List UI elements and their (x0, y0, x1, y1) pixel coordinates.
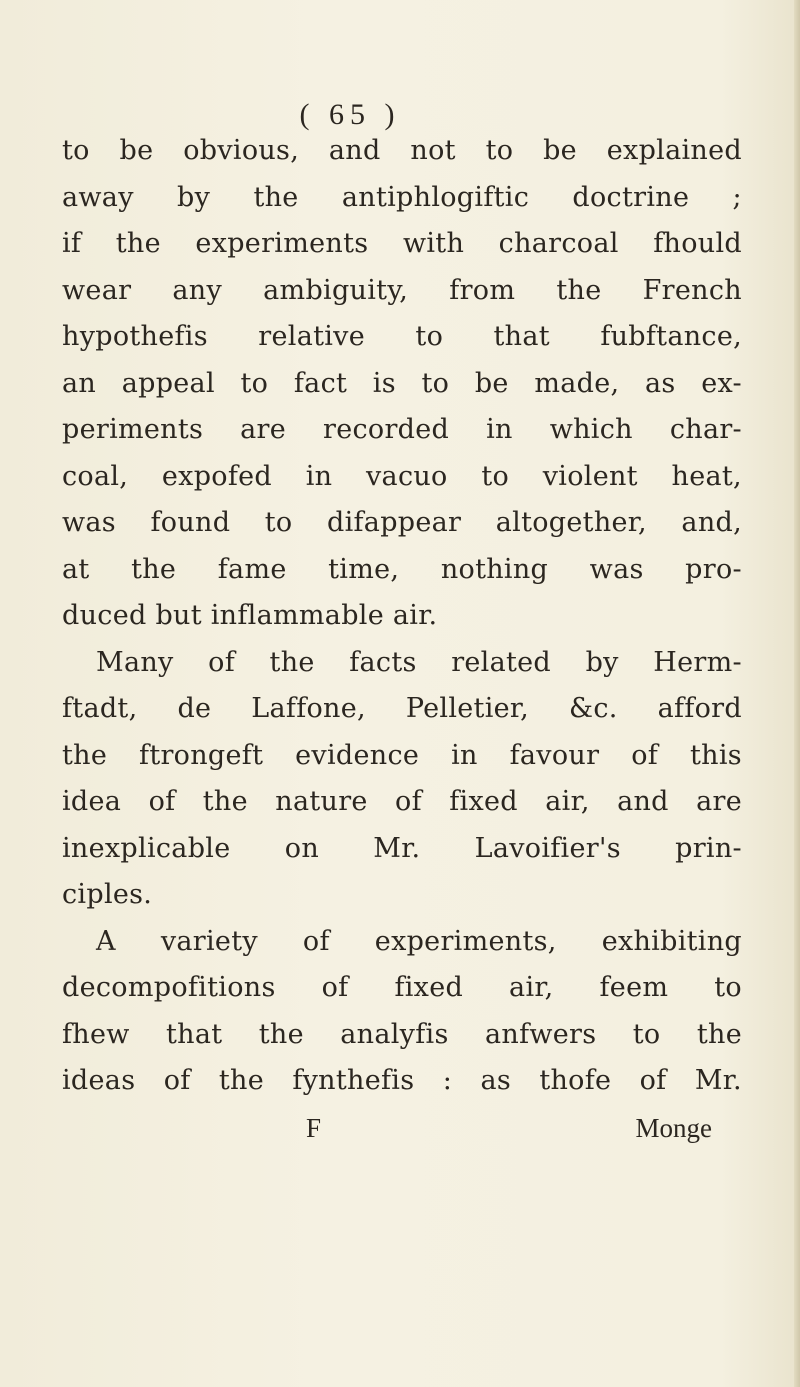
text-line-15: idea of the nature of fixed air, and are (62, 786, 742, 817)
text-line-1: to be obvious, and not to be explained (62, 135, 742, 166)
text-line-21: ideas of the fynthefis : as thofe of Mr. (62, 1065, 742, 1096)
catchword-line (62, 1105, 742, 1151)
text-line-19: decompofitions of fixed air, feem to (62, 972, 742, 1003)
signature-mark: F (306, 1112, 322, 1143)
page-number-header: ( 65 ) (299, 98, 401, 131)
text-line-4: wear any ambiguity, from the French (62, 274, 742, 306)
text-line-10: at the fame time, nothing was pro- (62, 553, 742, 585)
text-line-8: coal, expofed in vacuo to violent heat, (62, 460, 742, 492)
text-line-13: ftadt, de Laffone, Pelletier, &c. afford (62, 693, 742, 724)
text-line-20: fhew that the analyfis anfwers to the (62, 1018, 742, 1050)
text-line-12: Many of the facts related by Herm- (96, 646, 742, 678)
text-line-3: if the experiments with charcoal fhould (62, 228, 742, 259)
text-line-11: duced but inflammable air. (62, 600, 438, 631)
text-line-16: inexplicable on Mr. Lavoifier's prin- (62, 832, 742, 864)
text-line-9: was found to difappear altogether, and, (62, 507, 742, 538)
body-text (62, 128, 742, 1151)
text-line-18: A variety of experiments, exhibiting (96, 925, 742, 957)
text-line-2: away by the antiphlogiftic doctrine ; (62, 181, 742, 213)
text-line-17: ciples. (62, 879, 153, 910)
text-line-14: the ftrongeft evidence in favour of this (62, 739, 742, 771)
text-line-5: hypothefis relative to that fubftance, (62, 321, 742, 352)
catchword: Monge (635, 1112, 712, 1143)
text-line-6: an appeal to fact is to be made, as ex- (62, 367, 742, 399)
page-edge (794, 0, 800, 1387)
text-line-7: periments are recorded in which char- (62, 414, 742, 445)
